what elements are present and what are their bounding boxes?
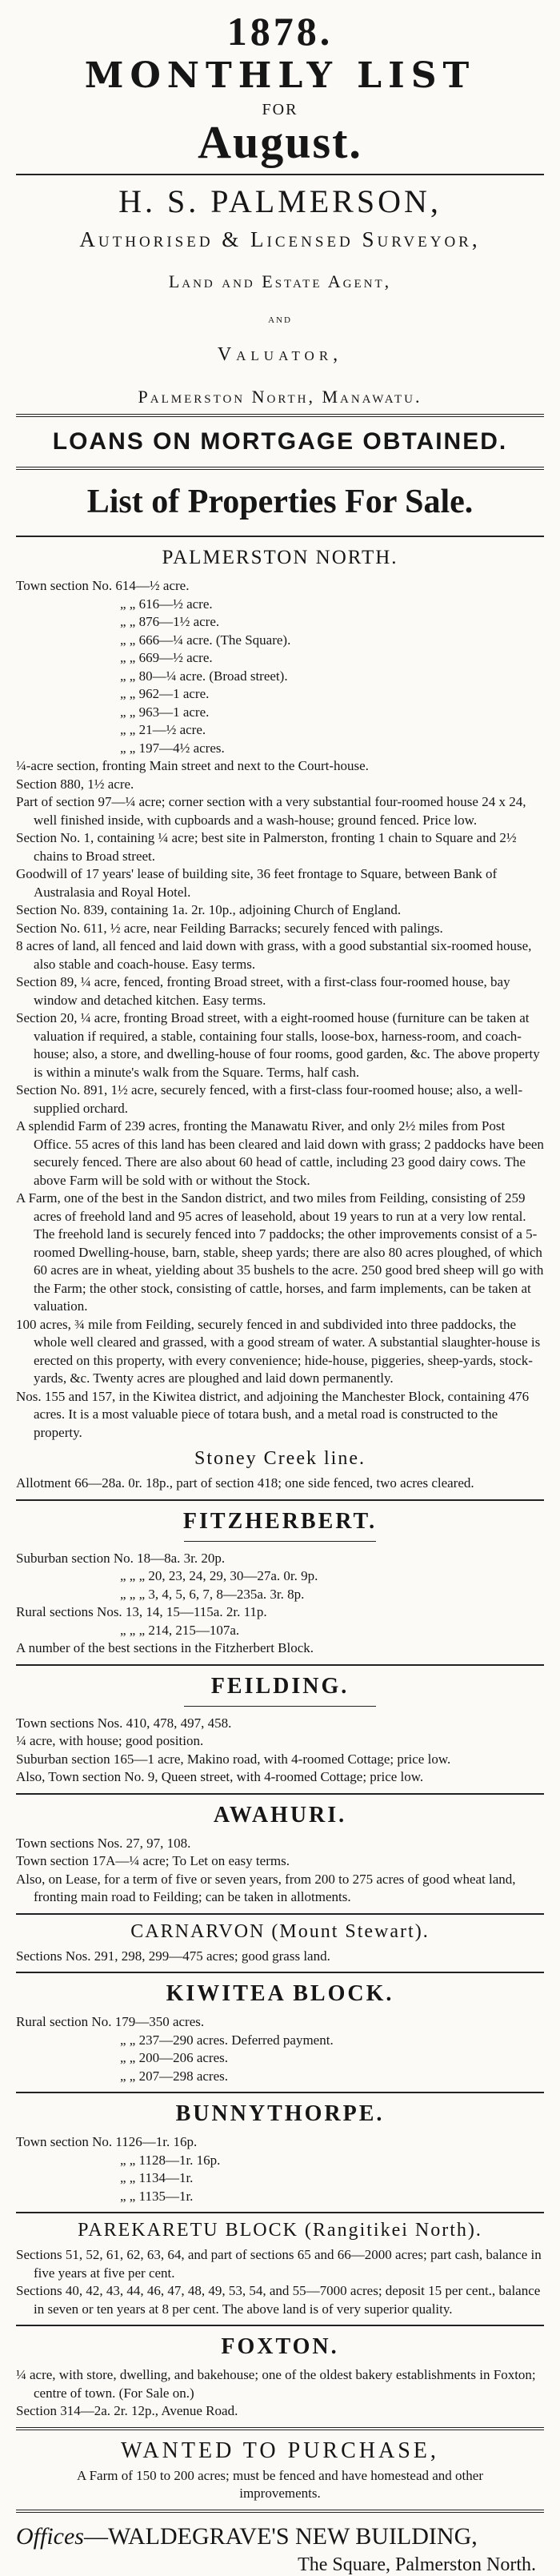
list-item: Suburban section No. 18—8a. 3r. 20p. — [16, 1550, 226, 1566]
divider — [16, 467, 544, 470]
list-item: Section 20, ¼ acre, fronting Broad street, with a eight-roomed house (furniture can be taken at valuation if required, a stable, containing four stalls, loose-box, harness-room, and coach-house; also, a store, and dwelling-house of four rooms, good garden, &c. The above property is within a minute's walk from the Square. Terms, half cash. — [16, 1010, 540, 1080]
divider — [16, 1499, 544, 1501]
divider — [16, 2427, 544, 2430]
agent-name: H. S. PALMERSON, — [118, 183, 442, 219]
section-kiwitea — [16, 2013, 544, 2085]
list-item: Sections 40, 42, 43, 44, 46, 47, 48, 49, 53, 54, and 55—7000 acres; deposit 15 per cent., balance in seven or ten years at 8 per cent. The above land is of very superior quality. — [16, 2283, 541, 2317]
loans-heading: LOANS ON MORTGAGE OBTAINED. — [52, 428, 508, 455]
wanted-text: A Farm of 150 to 200 acres; must be fenced and have homestead and other improvements. — [77, 2467, 483, 2501]
list-item: „ „ 962—1 acre. — [120, 686, 210, 701]
list-item: Town section 17A—¼ acre; To Let on easy terms. — [16, 1853, 290, 1868]
section-feilding — [16, 1715, 544, 1787]
list-item: Allotment 66—28a. 0r. 18p., part of section 418; one side fenced, two acres cleared. — [16, 1475, 474, 1491]
section-palmerston — [16, 577, 544, 1442]
section-fitzherbert — [16, 1550, 544, 1658]
list-item: „ „ 200—206 acres. — [120, 2050, 229, 2065]
agent-title-surveyor: Authorised & Licensed Surveyor, — [79, 227, 481, 251]
list-item: „ „ „ 214, 215—107a. — [120, 1622, 240, 1638]
divider — [16, 1664, 544, 1666]
list-item: „ „ 963—1 acre. — [120, 704, 210, 720]
section-heading-feilding: FEILDING. — [210, 1673, 350, 1699]
list-item: Section 880, 1½ acre. — [16, 776, 134, 792]
list-item: Section No. 891, 1½ acre, securely fenced, with a first-class four-roomed house; also, a well-supplied orchard. — [16, 1082, 523, 1116]
section-heading-foxton: FOXTON. — [221, 2334, 339, 2359]
list-item: Section 314—2a. 2r. 12p., Avenue Road. — [16, 2403, 238, 2418]
list-item: Rural section No. 179—350 acres. — [16, 2014, 205, 2029]
list-item: Section No. 611, ½ acre, near Feilding Barracks; securely fenced with palings. — [16, 920, 443, 936]
list-item: Nos. 155 and 157, in the Kiwitea district, and adjoining the Manchester Block, containing 476 acres. It is a most valuable piece of totara bush, and a metal road is constructed to the property. — [16, 1388, 530, 1440]
agent-title-valuator: Valuator, — [217, 344, 343, 365]
list-item: Also, Town section No. 9, Queen street, with 4-roomed Cottage; price low. — [16, 1769, 424, 1784]
divider — [184, 1706, 376, 1707]
section-heading-kiwitea: KIWITEA BLOCK. — [166, 1981, 394, 2006]
list-item: Section No. 839, containing 1a. 2r. 10p., adjoining Church of England. — [16, 902, 402, 917]
list-item: „ „ 876—1½ acre. — [120, 614, 220, 629]
year: 1878. — [226, 9, 334, 54]
list-item: A splendid Farm of 239 acres, fronting the Manawatu River, and only 2½ miles from Post Office. 55 acres of this land has been cleared and laid down with grass; 2 paddocks have been securely fenced. There are also about 60 head of cattle, including 23 good dairy cows. The above Farm will be sold with or without the Stock. — [16, 1118, 544, 1188]
list-item: „ „ 1135—1r. — [120, 2188, 194, 2204]
agent-title-land-agent: Land and Estate Agent, — [168, 271, 392, 291]
list-item: „ „ 21—½ acre. — [120, 722, 206, 737]
list-item: „ „ 616—½ acre. — [120, 596, 213, 612]
list-item: A number of the best sections in the Fitzherbert Block. — [16, 1640, 314, 1655]
for-label: FOR — [262, 101, 298, 118]
monthly-list-title: MONTHLY LIST — [84, 55, 476, 96]
wanted-heading: WANTED TO PURCHASE, — [121, 2438, 439, 2463]
divider — [16, 2510, 544, 2513]
list-item: Section 89, ¼ acre, fenced, fronting Broad street, with a first-class four-roomed house, bay window and detached kitchen. Easy terms. — [16, 974, 510, 1008]
list-item: Town sections Nos. 410, 478, 497, 458. — [16, 1715, 232, 1731]
list-item: „ „ 237—290 acres. Deferred payment. — [120, 2032, 334, 2048]
list-item: „ „ 1128—1r. 16p. — [120, 2152, 221, 2168]
list-item: „ „ 80—¼ acre. (Broad street). — [120, 668, 288, 684]
section-carnarvon — [16, 1948, 544, 1966]
offices-square: The Square, Palmerston North. — [298, 2554, 536, 2575]
list-item: ¼ acre, with store, dwelling, and bakehouse; one of the oldest bakery establishments in Foxton; centre of town. (For Sale on.) — [16, 2367, 536, 2401]
list-item: „ „ „ 20, 23, 24, 29, 30—27a. 0r. 9p. — [120, 1568, 318, 1583]
offices-label: Offices — [16, 2522, 84, 2550]
list-item: Part of section 97—¼ acre; corner section with a very substantial four-roomed house 24 x 24, well finished inside, with cupboards and a wash-house; ground fenced. Price low. — [16, 794, 526, 828]
list-item: Sections Nos. 291, 298, 299—475 acres; good grass land. — [16, 1948, 330, 1964]
agent-place: Palmerston North, Manawatu. — [138, 387, 422, 407]
list-item: Also, on Lease, for a term of five or seven years, from 200 to 275 acres of good wheat land, fronting main road to Feilding; can be taken in allotments. — [16, 1871, 516, 1904]
list-item: ¼ acre, with house; good position. — [16, 1733, 204, 1748]
divider — [184, 1541, 376, 1542]
section-stoney-creek — [16, 1475, 544, 1493]
list-item: Town sections Nos. 27, 97, 108. — [16, 1835, 191, 1851]
list-item: ¼-acre section, fronting Main street and next to the Court-house. — [16, 758, 369, 773]
list-item: „ „ 669—½ acre. — [120, 650, 213, 665]
list-item: Section No. 1, containing ¼ acre; best site in Palmerston, fronting 1 chain to Square and 2½ chains to Broad street. — [16, 830, 517, 864]
divider — [16, 174, 544, 175]
list-item: „ „ „ 3, 4, 5, 6, 7, 8—235a. 3r. 8p. — [120, 1586, 305, 1602]
section-heading-stoney-creek: Stoney Creek line. — [194, 1448, 366, 1469]
list-item: „ „ 666—¼ acre. (The Square). — [120, 632, 291, 648]
section-heading-bunnythorpe: BUNNYTHORPE. — [175, 2101, 385, 2126]
divider — [16, 1972, 544, 1973]
list-item: Sections 51, 52, 61, 62, 63, 64, and part of sections 65 and 66—2000 acres; part cash, balance in five years at five per cent. — [16, 2247, 542, 2281]
list-item: „ „ 207—298 acres. — [120, 2068, 229, 2084]
section-parekaretu — [16, 2246, 544, 2318]
list-title: List of Properties For Sale. — [86, 484, 474, 520]
section-heading-awahuri: AWAHURI. — [213, 1802, 347, 1828]
section-awahuri — [16, 1835, 544, 1907]
divider — [16, 536, 544, 537]
divider — [16, 2092, 544, 2093]
divider — [16, 1913, 544, 1915]
and-label: and — [268, 313, 292, 326]
section-foxton — [16, 2366, 544, 2421]
divider — [16, 2212, 544, 2213]
list-item: „ „ 1134—1r. — [120, 2170, 194, 2185]
divider — [16, 414, 544, 417]
section-heading-parekaretu: PAREKARETU BLOCK (Rangitikei North). — [78, 2220, 482, 2241]
divider — [16, 2325, 544, 2326]
list-item: Town section No. 614—½ acre. — [16, 578, 190, 593]
divider — [16, 1793, 544, 1795]
list-item: Town section No. 1126—1r. 16p. — [16, 2134, 198, 2149]
list-item: 8 acres of land, all fenced and laid down with grass, with a good substantial six-roomed house, also stable and coach-house. Easy terms. — [16, 938, 532, 972]
list-item: A Farm, one of the best in the Sandon district, and two miles from Feilding, consisting of 259 acres of freehold land and 95 acres of leasehold, about 19 years to run at a very low rental. The freehold land is securely fenced into 7 paddocks; the other improvements consist of a 5-roomed Dwelling-house, barn, stable, sheep yards; there are also 80 acres ploughed, of which 60 acres are in wheat, yielding about 35 bushels to the acre. 250 good bred sheep will go with the Farm; the other stock, consisting of cattle, horses, and farm implements, can be taken at valuation. — [16, 1190, 544, 1314]
offices-line — [16, 2522, 544, 2551]
section-bunnythorpe — [16, 2133, 544, 2205]
section-heading-palmerston: PALMERSTON NORTH. — [162, 547, 398, 568]
month: August. — [198, 116, 362, 168]
list-item: „ „ 197—4½ acres. — [120, 740, 225, 756]
section-heading-fitzherbert: FITZHERBERT. — [182, 1508, 378, 1534]
section-heading-carnarvon: CARNARVON (Mount Stewart). — [130, 1920, 430, 1942]
offices-address: —WALDEGRAVE'S NEW BUILDING, — [83, 2522, 478, 2550]
list-item: Goodwill of 17 years' lease of building site, 36 feet frontage to Square, between Bank of Australasia and Royal Hotel. — [16, 866, 498, 900]
list-item: Suburban section 165—1 acre, Makino road, with 4-roomed Cottage; price low. — [16, 1751, 451, 1767]
list-item: 100 acres, ¾ mile from Feilding, securely fenced in and subdivided into three paddocks, the whole well cleared and grassed, with a good stream of water. A substantial slaughter-house is erected on this property, with every convenience; hide-house, piggeries, sheep-yards, stock-yards, &c. Twenty acres are ploughed and laid down permanently. — [16, 1316, 541, 1386]
list-item: Rural sections Nos. 13, 14, 15—115a. 2r. 11p. — [16, 1604, 267, 1619]
monthly-list-page — [16, 0, 544, 2576]
